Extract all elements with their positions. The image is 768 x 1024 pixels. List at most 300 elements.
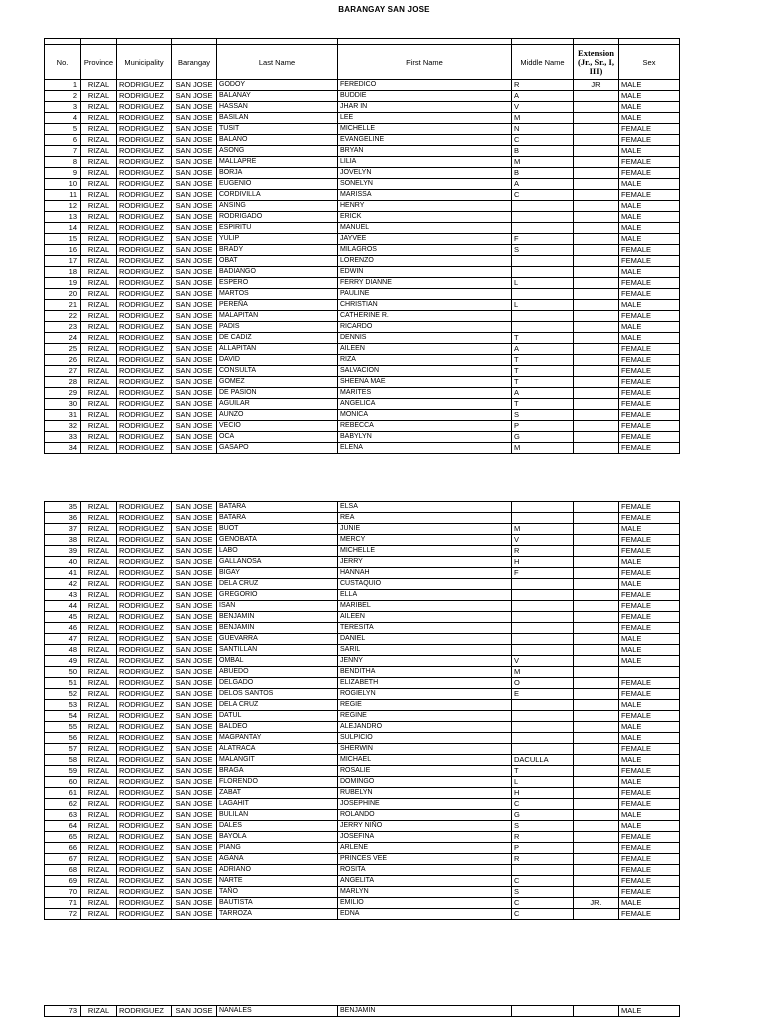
cell-first-name: JOSEPHINE — [338, 799, 512, 810]
cell-barangay: SAN JOSE — [172, 432, 217, 443]
cell-sex: MALE — [619, 733, 680, 744]
cell-municipality: RODRIGUEZ — [117, 388, 172, 399]
cell-middle-name — [512, 513, 574, 524]
col-header-last-name: Last Name — [217, 45, 338, 80]
cell-last-name: CORDIVILLA — [217, 190, 338, 201]
table-row — [45, 124, 680, 135]
cell-municipality: RODRIGUEZ — [117, 865, 172, 876]
cell-municipality: RODRIGUEZ — [117, 289, 172, 300]
cell-last-name: DALES — [217, 821, 338, 832]
cell-first-name: EVANGELINE — [338, 135, 512, 146]
cell-first-name: JOVELYN — [338, 168, 512, 179]
cell-barangay: SAN JOSE — [172, 722, 217, 733]
cell-middle-name: V — [512, 102, 574, 113]
cell-province: RIZAL — [81, 245, 117, 256]
cell-province: RIZAL — [81, 322, 117, 333]
cell-sex: MALE — [619, 201, 680, 212]
cell-municipality: RODRIGUEZ — [117, 700, 172, 711]
cell-sex: FEMALE — [619, 689, 680, 700]
cell-sex: FEMALE — [619, 513, 680, 524]
cell-middle-name: E — [512, 689, 574, 700]
cell-municipality: RODRIGUEZ — [117, 377, 172, 388]
cell-sex: FEMALE — [619, 443, 680, 454]
cell-middle-name: M — [512, 157, 574, 168]
cell-first-name: ELIZABETH — [338, 678, 512, 689]
cell-sex: FEMALE — [619, 432, 680, 443]
cell-no: 62 — [45, 799, 81, 810]
cell-no: 37 — [45, 524, 81, 535]
cell-last-name: BASILAN — [217, 113, 338, 124]
cell-middle-name — [512, 700, 574, 711]
cell-last-name: DE PASION — [217, 388, 338, 399]
cell-middle-name: B — [512, 168, 574, 179]
cell-municipality: RODRIGUEZ — [117, 788, 172, 799]
cell-extension — [574, 546, 619, 557]
cell-last-name: BATARA — [217, 502, 338, 513]
cell-first-name: BENJAMIN — [338, 1006, 512, 1017]
cell-province: RIZAL — [81, 843, 117, 854]
cell-middle-name: C — [512, 876, 574, 887]
cell-barangay: SAN JOSE — [172, 513, 217, 524]
cell-first-name: SARIL — [338, 645, 512, 656]
cell-last-name: BALDEO — [217, 722, 338, 733]
cell-no: 34 — [45, 443, 81, 454]
cell-no: 25 — [45, 344, 81, 355]
cell-municipality: RODRIGUEZ — [117, 190, 172, 201]
cell-middle-name: C — [512, 898, 574, 909]
cell-sex: MALE — [619, 700, 680, 711]
cell-province: RIZAL — [81, 278, 117, 289]
cell-first-name: SALVACION — [338, 366, 512, 377]
cell-province: RIZAL — [81, 168, 117, 179]
cell-no: 53 — [45, 700, 81, 711]
cell-barangay: SAN JOSE — [172, 289, 217, 300]
table-row — [45, 777, 680, 788]
cell-barangay: SAN JOSE — [172, 410, 217, 421]
cell-province: RIZAL — [81, 832, 117, 843]
cell-extension — [574, 300, 619, 311]
cell-sex: FEMALE — [619, 909, 680, 920]
cell-middle-name: T — [512, 399, 574, 410]
cell-last-name: BRAGA — [217, 766, 338, 777]
cell-province: RIZAL — [81, 124, 117, 135]
cell-sex: MALE — [619, 579, 680, 590]
cell-extension — [574, 755, 619, 766]
cell-sex: FEMALE — [619, 135, 680, 146]
cell-municipality: RODRIGUEZ — [117, 366, 172, 377]
cell-municipality: RODRIGUEZ — [117, 212, 172, 223]
cell-sex: MALE — [619, 821, 680, 832]
cell-no: 26 — [45, 355, 81, 366]
cell-municipality: RODRIGUEZ — [117, 601, 172, 612]
cell-municipality: RODRIGUEZ — [117, 432, 172, 443]
cell-barangay: SAN JOSE — [172, 524, 217, 535]
cell-municipality: RODRIGUEZ — [117, 821, 172, 832]
table-row — [45, 300, 680, 311]
cell-municipality: RODRIGUEZ — [117, 535, 172, 546]
cell-sex: MALE — [619, 146, 680, 157]
cell-sex: FEMALE — [619, 124, 680, 135]
cell-barangay: SAN JOSE — [172, 799, 217, 810]
cell-sex: FEMALE — [619, 623, 680, 634]
cell-no: 10 — [45, 179, 81, 190]
cell-last-name: ESPIRITU — [217, 223, 338, 234]
cell-province: RIZAL — [81, 300, 117, 311]
cell-extension: JR — [574, 80, 619, 91]
cell-no: 38 — [45, 535, 81, 546]
cell-province: RIZAL — [81, 1006, 117, 1017]
cell-last-name: BATARA — [217, 513, 338, 524]
cell-province: RIZAL — [81, 377, 117, 388]
table-row — [45, 733, 680, 744]
cell-last-name: VECIO — [217, 421, 338, 432]
cell-middle-name: B — [512, 146, 574, 157]
cell-municipality: RODRIGUEZ — [117, 799, 172, 810]
cell-sex: MALE — [619, 755, 680, 766]
cell-province: RIZAL — [81, 601, 117, 612]
cell-sex: FEMALE — [619, 190, 680, 201]
cell-no: 55 — [45, 722, 81, 733]
cell-first-name: MILAGROS — [338, 245, 512, 256]
table-row — [45, 634, 680, 645]
cell-province: RIZAL — [81, 289, 117, 300]
cell-extension — [574, 700, 619, 711]
cell-barangay: SAN JOSE — [172, 355, 217, 366]
cell-municipality: RODRIGUEZ — [117, 755, 172, 766]
cell-middle-name — [512, 612, 574, 623]
cell-last-name: YULIP — [217, 234, 338, 245]
cell-middle-name: G — [512, 432, 574, 443]
cell-province: RIZAL — [81, 102, 117, 113]
cell-middle-name: T — [512, 766, 574, 777]
cell-no: 1 — [45, 80, 81, 91]
cell-municipality: RODRIGUEZ — [117, 1006, 172, 1017]
cell-last-name: LABO — [217, 546, 338, 557]
cell-no: 73 — [45, 1006, 81, 1017]
cell-extension — [574, 1006, 619, 1017]
cell-last-name: BAYOLA — [217, 832, 338, 843]
cell-barangay: SAN JOSE — [172, 579, 217, 590]
cell-extension — [574, 113, 619, 124]
cell-sex: FEMALE — [619, 843, 680, 854]
cell-municipality: RODRIGUEZ — [117, 623, 172, 634]
cell-middle-name: C — [512, 799, 574, 810]
cell-no: 48 — [45, 645, 81, 656]
cell-first-name: MARIBEL — [338, 601, 512, 612]
cell-sex: MALE — [619, 300, 680, 311]
cell-first-name: ROLANDO — [338, 810, 512, 821]
cell-province: RIZAL — [81, 80, 117, 91]
cell-last-name: DELA CRUZ — [217, 579, 338, 590]
cell-extension — [574, 557, 619, 568]
cell-extension — [574, 399, 619, 410]
cell-last-name: DELOS SANTOS — [217, 689, 338, 700]
voter-table-page-2 — [44, 501, 680, 920]
cell-province: RIZAL — [81, 256, 117, 267]
page-title: BARANGAY SAN JOSE — [338, 5, 430, 14]
cell-middle-name — [512, 212, 574, 223]
cell-extension — [574, 333, 619, 344]
cell-last-name: CONSULTA — [217, 366, 338, 377]
cell-barangay: SAN JOSE — [172, 168, 217, 179]
cell-sex: FEMALE — [619, 711, 680, 722]
cell-province: RIZAL — [81, 524, 117, 535]
cell-province: RIZAL — [81, 146, 117, 157]
cell-extension — [574, 91, 619, 102]
cell-no: 40 — [45, 557, 81, 568]
cell-first-name: ELLA — [338, 590, 512, 601]
cell-first-name: PAULINE — [338, 289, 512, 300]
cell-municipality: RODRIGUEZ — [117, 590, 172, 601]
cell-no: 30 — [45, 399, 81, 410]
cell-no: 7 — [45, 146, 81, 157]
cell-last-name: DELGADO — [217, 678, 338, 689]
cell-municipality: RODRIGUEZ — [117, 645, 172, 656]
col-header-first-name: First Name — [338, 45, 512, 80]
table-row — [45, 898, 680, 909]
cell-middle-name: C — [512, 135, 574, 146]
table-row — [45, 179, 680, 190]
cell-first-name: ALEJANDRO — [338, 722, 512, 733]
cell-middle-name — [512, 722, 574, 733]
cell-last-name: HASSAN — [217, 102, 338, 113]
cell-middle-name — [512, 601, 574, 612]
cell-middle-name: H — [512, 557, 574, 568]
ext-line-1: Extension — [578, 47, 614, 58]
cell-first-name: REGINE — [338, 711, 512, 722]
cell-first-name: RIZA — [338, 355, 512, 366]
cell-no: 46 — [45, 623, 81, 634]
cell-last-name: ASONG — [217, 146, 338, 157]
cell-sex: FEMALE — [619, 245, 680, 256]
cell-barangay: SAN JOSE — [172, 212, 217, 223]
cell-province: RIZAL — [81, 898, 117, 909]
cell-extension — [574, 421, 619, 432]
cell-extension — [574, 612, 619, 623]
cell-extension — [574, 656, 619, 667]
cell-municipality: RODRIGUEZ — [117, 157, 172, 168]
cell-province: RIZAL — [81, 579, 117, 590]
cell-middle-name: A — [512, 91, 574, 102]
cell-municipality: RODRIGUEZ — [117, 399, 172, 410]
cell-middle-name: R — [512, 546, 574, 557]
cell-sex: MALE — [619, 102, 680, 113]
cell-first-name: BABYLYN — [338, 432, 512, 443]
cell-barangay: SAN JOSE — [172, 300, 217, 311]
cell-first-name: JENNY — [338, 656, 512, 667]
cell-barangay: SAN JOSE — [172, 700, 217, 711]
table-row — [45, 711, 680, 722]
cell-sex: MALE — [619, 80, 680, 91]
cell-barangay: SAN JOSE — [172, 667, 217, 678]
cell-middle-name: L — [512, 777, 574, 788]
cell-barangay: SAN JOSE — [172, 223, 217, 234]
table-row — [45, 513, 680, 524]
cell-first-name: SHERWIN — [338, 744, 512, 755]
cell-last-name: PADIS — [217, 322, 338, 333]
cell-sex: MALE — [619, 810, 680, 821]
cell-middle-name: C — [512, 909, 574, 920]
cell-barangay: SAN JOSE — [172, 80, 217, 91]
cell-barangay: SAN JOSE — [172, 157, 217, 168]
table-row — [45, 623, 680, 634]
cell-province: RIZAL — [81, 700, 117, 711]
cell-first-name: JAYVEE — [338, 234, 512, 245]
table-row — [45, 843, 680, 854]
cell-barangay: SAN JOSE — [172, 399, 217, 410]
cell-no: 64 — [45, 821, 81, 832]
cell-first-name: JERRY NIÑO — [338, 821, 512, 832]
cell-extension — [574, 135, 619, 146]
cell-municipality: RODRIGUEZ — [117, 443, 172, 454]
cell-first-name: ROGIELYN — [338, 689, 512, 700]
cell-no: 58 — [45, 755, 81, 766]
table-row — [45, 399, 680, 410]
cell-extension — [574, 744, 619, 755]
table-row — [45, 678, 680, 689]
cell-extension: JR. — [574, 898, 619, 909]
cell-last-name: EUGENIO — [217, 179, 338, 190]
cell-barangay: SAN JOSE — [172, 1006, 217, 1017]
cell-extension — [574, 410, 619, 421]
cell-sex: FEMALE — [619, 535, 680, 546]
cell-municipality: RODRIGUEZ — [117, 135, 172, 146]
cell-province: RIZAL — [81, 311, 117, 322]
cell-middle-name: R — [512, 832, 574, 843]
cell-municipality: RODRIGUEZ — [117, 568, 172, 579]
table-row — [45, 535, 680, 546]
cell-sex: FEMALE — [619, 865, 680, 876]
table-row — [45, 344, 680, 355]
cell-barangay: SAN JOSE — [172, 898, 217, 909]
cell-province: RIZAL — [81, 568, 117, 579]
cell-barangay: SAN JOSE — [172, 113, 217, 124]
col-header-no: No. — [45, 45, 81, 80]
cell-first-name: MICHAEL — [338, 755, 512, 766]
cell-no: 65 — [45, 832, 81, 843]
table-row — [45, 546, 680, 557]
cell-first-name: REGIE — [338, 700, 512, 711]
cell-extension — [574, 832, 619, 843]
cell-last-name: BENJAMIN — [217, 623, 338, 634]
cell-first-name: RICARDO — [338, 322, 512, 333]
cell-sex: FEMALE — [619, 311, 680, 322]
cell-municipality: RODRIGUEZ — [117, 201, 172, 212]
cell-middle-name — [512, 744, 574, 755]
cell-extension — [574, 190, 619, 201]
cell-first-name: HANNAH — [338, 568, 512, 579]
cell-extension — [574, 443, 619, 454]
cell-no: 68 — [45, 865, 81, 876]
cell-municipality: RODRIGUEZ — [117, 513, 172, 524]
cell-first-name: MANUEL — [338, 223, 512, 234]
cell-no: 72 — [45, 909, 81, 920]
cell-last-name: GODOY — [217, 80, 338, 91]
cell-sex: FEMALE — [619, 289, 680, 300]
cell-sex: MALE — [619, 322, 680, 333]
table-row — [45, 355, 680, 366]
cell-middle-name: V — [512, 535, 574, 546]
cell-sex: MALE — [619, 267, 680, 278]
cell-first-name: AILEEN — [338, 612, 512, 623]
cell-municipality: RODRIGUEZ — [117, 667, 172, 678]
cell-extension — [574, 344, 619, 355]
cell-municipality: RODRIGUEZ — [117, 234, 172, 245]
cell-last-name: GUEVARRA — [217, 634, 338, 645]
cell-sex: FEMALE — [619, 377, 680, 388]
cell-sex: FEMALE — [619, 766, 680, 777]
cell-extension — [574, 502, 619, 513]
cell-barangay: SAN JOSE — [172, 135, 217, 146]
cell-middle-name: V — [512, 656, 574, 667]
cell-first-name: PRINCES VEE — [338, 854, 512, 865]
table-row — [45, 722, 680, 733]
cell-province: RIZAL — [81, 333, 117, 344]
cell-last-name: FLORENDO — [217, 777, 338, 788]
cell-middle-name — [512, 590, 574, 601]
cell-extension — [574, 377, 619, 388]
cell-sex: FEMALE — [619, 568, 680, 579]
cell-no: 6 — [45, 135, 81, 146]
cell-province: RIZAL — [81, 766, 117, 777]
cell-province: RIZAL — [81, 135, 117, 146]
cell-extension — [574, 366, 619, 377]
cell-first-name: LEE — [338, 113, 512, 124]
table-row — [45, 366, 680, 377]
table-row — [45, 854, 680, 865]
col-header-barangay: Barangay — [172, 45, 217, 80]
table-row — [45, 568, 680, 579]
cell-middle-name: M — [512, 443, 574, 454]
cell-last-name: MAGPANTAY — [217, 733, 338, 744]
cell-no: 2 — [45, 91, 81, 102]
table-row — [45, 245, 680, 256]
cell-no: 20 — [45, 289, 81, 300]
cell-first-name: EDNA — [338, 909, 512, 920]
cell-extension — [574, 289, 619, 300]
cell-first-name: DENNIS — [338, 333, 512, 344]
table-row — [45, 201, 680, 212]
cell-extension — [574, 267, 619, 278]
cell-first-name: LORENZO — [338, 256, 512, 267]
table-row — [45, 612, 680, 623]
cell-province: RIZAL — [81, 887, 117, 898]
cell-middle-name: R — [512, 854, 574, 865]
cell-no: 44 — [45, 601, 81, 612]
table-row — [45, 1006, 680, 1017]
cell-barangay: SAN JOSE — [172, 909, 217, 920]
cell-no: 61 — [45, 788, 81, 799]
cell-province: RIZAL — [81, 678, 117, 689]
cell-extension — [574, 388, 619, 399]
cell-last-name: TUSIT — [217, 124, 338, 135]
cell-province: RIZAL — [81, 344, 117, 355]
cell-province: RIZAL — [81, 656, 117, 667]
cell-no: 52 — [45, 689, 81, 700]
cell-province: RIZAL — [81, 399, 117, 410]
cell-extension — [574, 777, 619, 788]
cell-municipality: RODRIGUEZ — [117, 344, 172, 355]
cell-no: 54 — [45, 711, 81, 722]
cell-sex: FEMALE — [619, 612, 680, 623]
cell-municipality: RODRIGUEZ — [117, 278, 172, 289]
cell-province: RIZAL — [81, 513, 117, 524]
cell-last-name: BADIANGO — [217, 267, 338, 278]
table-row — [45, 755, 680, 766]
cell-middle-name: A — [512, 179, 574, 190]
cell-province: RIZAL — [81, 535, 117, 546]
table-row — [45, 601, 680, 612]
